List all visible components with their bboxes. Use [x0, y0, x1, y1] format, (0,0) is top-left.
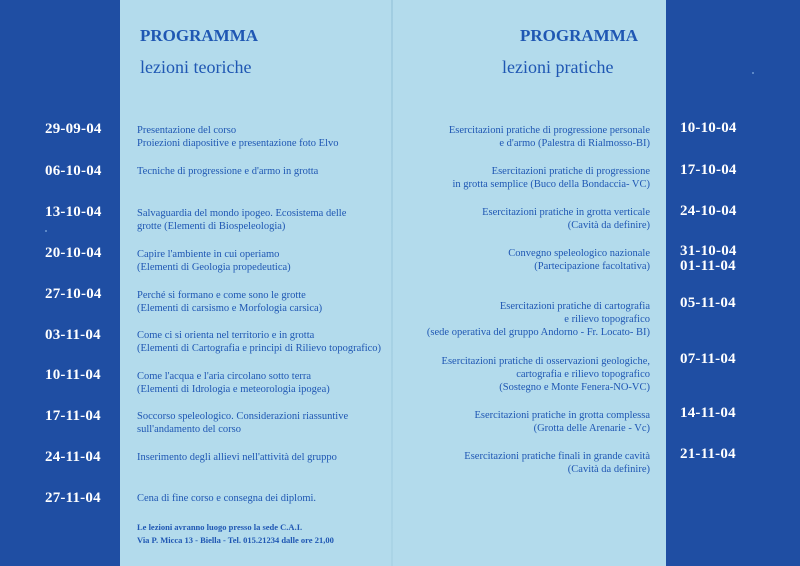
description-line: Esercitazioni pratiche in grotta verticale	[482, 207, 650, 218]
description-line: Soccorso speleologico. Considerazioni riassuntive	[137, 411, 349, 422]
theory-description	[137, 248, 291, 274]
description-line: (Grotta delle Arenarie - Vc)	[533, 423, 650, 434]
description-line: sull'andamento del corso	[137, 424, 241, 435]
theory-date: 27-10-04	[45, 286, 102, 302]
practice-date: 01-11-04	[680, 258, 736, 274]
venue-line: Via P. Micca 13 - Biella - Tel. 015.21234 dalle ore 21,00	[137, 535, 334, 545]
print-speck	[45, 230, 47, 232]
practice-description	[442, 355, 650, 394]
description-line: Salvaguardia del mondo ipogeo. Ecosistema delle	[137, 208, 347, 219]
theory-description	[137, 124, 338, 150]
theory-description	[137, 329, 381, 355]
description-line: (Sostegno e Monte Fenera-NO-VC)	[499, 382, 650, 393]
venue-note	[137, 521, 334, 547]
description-line: Presentazione del corso	[137, 125, 237, 136]
practice-description	[508, 247, 650, 273]
practice-date: 17-10-04	[680, 162, 737, 178]
theory-date: 29-09-04	[45, 121, 102, 137]
description-line: Proiezioni diapositive e presentazione foto Elvo	[137, 138, 339, 149]
right-blue-band	[666, 0, 800, 566]
description-line: Esercitazioni pratiche finali in grande cavità	[464, 451, 650, 462]
practice-date: 21-11-04	[680, 446, 736, 462]
theory-description	[137, 165, 318, 178]
description-line: grotte (Elementi di Biospeleologia)	[137, 221, 286, 232]
practice-description	[482, 206, 650, 232]
venue-line: Le lezioni avranno luogo presso la sede C.A.I.	[137, 522, 303, 532]
theory-date: 17-11-04	[45, 408, 101, 424]
practice-date: 24-10-04	[680, 203, 737, 219]
theory-description	[137, 451, 337, 464]
description-line: e d'armo (Palestra di Rialmosso-BI)	[499, 138, 650, 149]
description-line: Esercitazioni pratiche in grotta complessa	[474, 410, 650, 421]
description-line: Esercitazioni pratiche di progressione personale	[448, 125, 650, 136]
description-line: e rilievo topografico	[564, 314, 650, 325]
practice-panel	[392, 0, 666, 566]
description-line: Come ci si orienta nel territorio e in grotta	[137, 330, 315, 341]
theory-description	[137, 492, 316, 505]
description-line: (Cavità da definire)	[567, 220, 650, 231]
description-line: Perché si formano e come sono le grotte	[137, 290, 306, 301]
left-blue-band	[0, 0, 120, 566]
description-line: (Partecipazione facoltativa)	[534, 261, 650, 272]
practice-subheading: lezioni pratiche	[502, 57, 614, 77]
description-line: (Cavità da definire)	[567, 464, 650, 475]
description-line: cartografia e rilievo topografico	[516, 369, 650, 380]
theory-date: 10-11-04	[45, 367, 101, 383]
description-line: (Elementi di Idrologia e meteorologia ipogea)	[137, 384, 330, 395]
description-line: Capire l'ambiente in cui operiamo	[137, 249, 280, 260]
theory-description	[137, 289, 322, 315]
practice-description	[449, 124, 650, 150]
practice-date: 05-11-04	[680, 295, 736, 311]
practice-heading: PROGRAMMA	[520, 26, 639, 45]
theory-description	[137, 207, 346, 233]
theory-heading: PROGRAMMA	[140, 26, 259, 45]
fold-line	[391, 0, 393, 566]
practice-date: 10-10-04	[680, 120, 737, 136]
description-line: Esercitazioni pratiche di cartografia	[499, 301, 650, 312]
theory-date: 20-10-04	[45, 245, 102, 261]
description-line: (Elementi di carsismo e Morfologia carsica)	[137, 303, 323, 314]
description-line: (sede operativa del gruppo Andorno - Fr. Locato- BI)	[426, 327, 650, 338]
description-line: (Elementi di Cartografia e principi di Rilievo topografico)	[137, 343, 382, 354]
theory-description	[137, 410, 348, 436]
practice-description	[474, 409, 650, 435]
description-line: Cena di fine corso e consegna dei diplomi.	[137, 493, 317, 504]
theory-date: 03-11-04	[45, 327, 101, 343]
practice-description	[427, 300, 650, 339]
description-line: Esercitazioni pratiche di progressione	[491, 166, 650, 177]
practice-date: 14-11-04	[680, 405, 736, 421]
theory-date: 06-10-04	[45, 163, 102, 179]
description-line: Come l'acqua e l'aria circolano sotto terra	[137, 371, 312, 382]
theory-date: 24-11-04	[45, 449, 101, 465]
practice-description	[464, 450, 650, 476]
description-line: (Elementi di Geologia propedeutica)	[137, 262, 291, 273]
description-line: in grotta semplice (Buco della Bondaccia- VC)	[452, 179, 650, 190]
theory-date: 13-10-04	[45, 204, 102, 220]
theory-description	[137, 370, 330, 396]
description-line: Esercitazioni pratiche di osservazioni geologiche,	[441, 356, 650, 367]
theory-panel	[120, 0, 392, 566]
practice-date: 07-11-04	[680, 351, 736, 367]
practice-date: 31-10-04	[680, 243, 737, 259]
print-speck	[752, 72, 754, 74]
theory-date: 27-11-04	[45, 490, 101, 506]
description-line: Inserimento degli allievi nell'attività del gruppo	[137, 452, 337, 463]
theory-subheading: lezioni teoriche	[140, 57, 252, 77]
description-line: Tecniche di progressione e d'armo in grotta	[137, 166, 319, 177]
description-line: Convegno speleologico nazionale	[508, 248, 650, 259]
practice-description	[453, 165, 651, 191]
